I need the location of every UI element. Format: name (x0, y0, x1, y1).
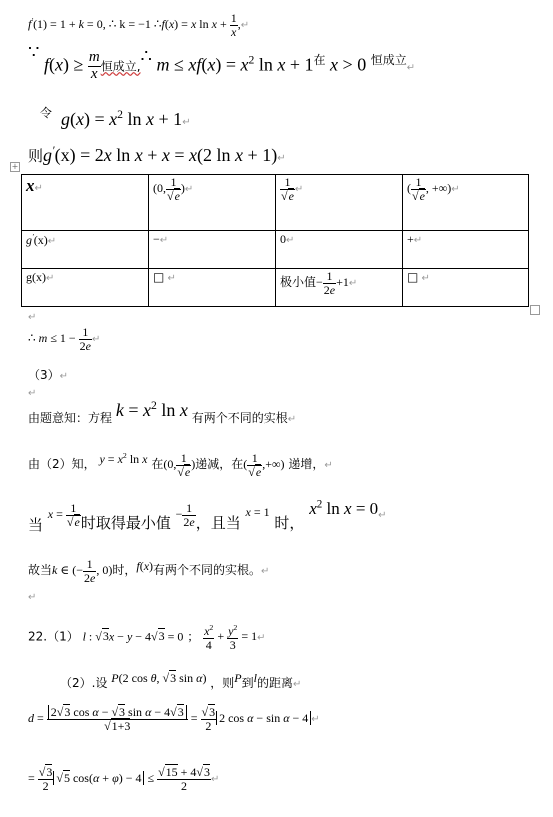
table-header-x: x↵ (22, 175, 149, 231)
table-cell-function-2: 极小值− $\frac{1}{2e}$ +1↵ (276, 269, 403, 307)
paragraph-minimum: 当 x = $\frac{1}{√e}$ 时取得最小值 − $\frac{1}{2e}$ ，且当 x = 1 时， $x^2$ ln x = 0↵ (28, 498, 387, 534)
paragraph-mark: ↵ (28, 388, 37, 399)
line-distance-bound: = $\frac{√3}{2}$ √5 cos(α + φ) − 4 ≤ $\frac{√15 + 4√3}{2}$ ↵ (28, 765, 220, 793)
table-header-interval-2: ( $\frac{1}{√e}$ , +∞)↵ (403, 175, 529, 231)
table-cell-derivative-2: 0↵ (276, 231, 403, 269)
table-cell-derivative-1: −↵ (149, 231, 276, 269)
paragraph-mark: ↵ (28, 312, 37, 323)
table-header-interval-1: (0, $\frac{1}{√e}$ )↵ (149, 175, 276, 231)
line-let-g: $^令$ $g(x) = x^2$ ln x + 1↵ (40, 106, 191, 129)
line-g-derivative: 则g′(x) = 2x ln x + x = x(2 ln x + 1)↵ (28, 144, 286, 165)
table-row-derivative-label: g′(x)↵ (22, 231, 149, 269)
table-move-handle-icon[interactable]: + (11, 162, 19, 171)
table-header-critical: $\frac{1}{√e}$ ↵ (276, 175, 403, 231)
paragraph-mark: ↵ (28, 592, 37, 603)
question-22-part-2-setup: （2）.设 P(2 cos θ, √3 sin α) ，则P到l的距离↵ (60, 671, 302, 690)
paragraph-equation-roots: 由题意知：方程 $k = x^2$ ln x 有两个不同的实根↵ (28, 399, 297, 425)
table-row-function-label: g(x)↵ (22, 269, 149, 307)
variation-table (21, 174, 529, 307)
table-cell-function-3: □ ↵ (403, 269, 529, 307)
part-3-label: （3）↵ (28, 368, 69, 382)
line-derivative-condition: f′(1) = 1 + k = 0, ∴ k = −1 ∴f(x) = x ln x + $\frac{1}{x}$ ,↵ (28, 11, 250, 39)
table-resize-handle-icon[interactable] (530, 305, 540, 315)
line-inequality-condition: ∵ f(x) ≥ $\frac{m}{x}$ 恒成立,∴ $m \le xf(x) = x^2$ $\ln x + 1^在$ x > 0 $^{恒成立}$↵ (28, 42, 416, 82)
paragraph-conclusion: 故当k ∈ (− $\frac{1}{2e}$ , 0)时，f(x)有两个不同的实根。↵ (28, 557, 270, 585)
line-m-bound: ∴ m ≤ 1 − $\frac{1}{2e}$ ↵ (28, 325, 101, 353)
table-cell-function-1: □ ↵ (149, 269, 276, 307)
line-distance-formula: d = $\frac{\text{2√3 cos α − √3 sin α − 4√3}}{√1+3}$ = $\frac{√3}{2}$ 2 cos α − sin α − 4 ↵ (28, 705, 320, 733)
question-22-part-1: 22.（1） l : √3x − y − 4√3 = 0 ； $\frac{x^2}{4}$ + $\frac{y^2}{3}$ = 1↵ (28, 623, 266, 652)
paragraph-monotonicity: 由（2）知， $y = x^2$ ln x 在(0, $\frac{1}{√e}$ )递减，在( $\frac{1}{√e}$ ,+∞) 递增，↵ (28, 450, 333, 479)
table-cell-derivative-3: +↵ (403, 231, 529, 269)
